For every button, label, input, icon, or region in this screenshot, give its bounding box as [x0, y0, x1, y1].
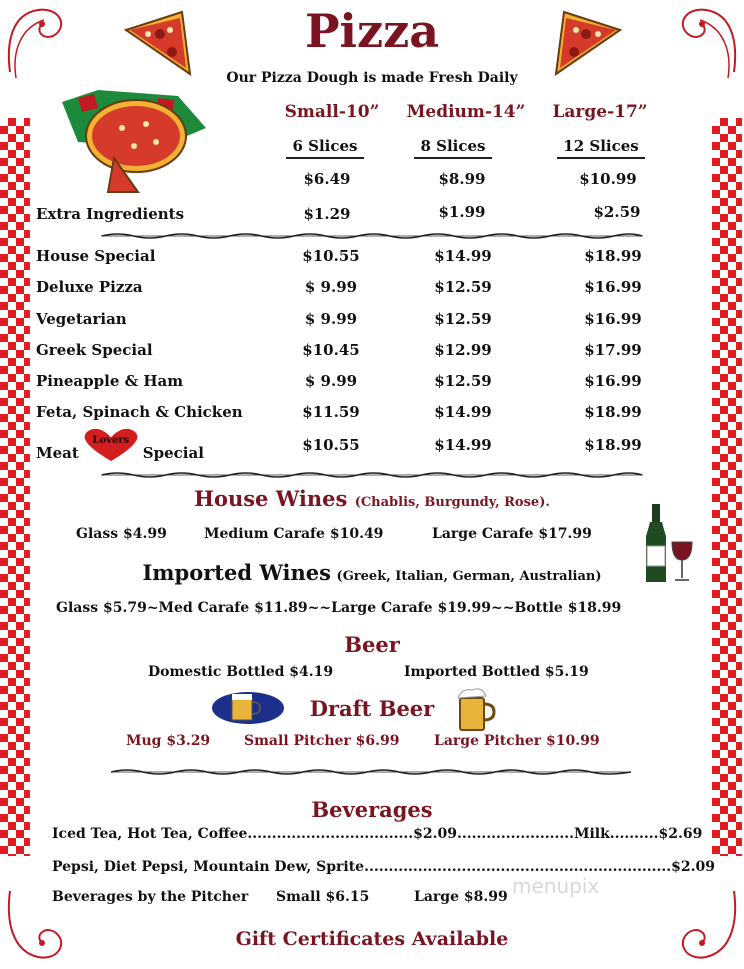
- specialty-name: Deluxe Pizza: [36, 278, 143, 296]
- heart-badge: [81, 436, 141, 470]
- house-wines-heading: [0, 486, 744, 511]
- extra-price-small: $1.29: [303, 205, 351, 223]
- draft-beer-heading: Draft Beer: [309, 696, 435, 721]
- specialty-price-medium: $14.99: [434, 403, 492, 421]
- draft-small-pitcher: Small Pitcher $6.99: [244, 733, 400, 749]
- meat-lovers-name-post: Special: [142, 444, 204, 462]
- beverages-line-tea-coffee: Iced Tea, Hot Tea, Coffee..................................$2.09........................Milk..........$2.69: [52, 826, 703, 842]
- extra-ingredients-label: Extra Ingredients: [36, 205, 185, 223]
- imported-wines-heading: [0, 560, 744, 585]
- specialty-price-small: $ 9.99: [304, 372, 358, 390]
- size-header-large: Large-17”: [552, 102, 648, 122]
- house-wines-title: House Wines: [194, 486, 348, 511]
- specialty-price-small: $10.55: [302, 247, 360, 265]
- specialty-price-medium: $12.59: [434, 278, 492, 296]
- beer-mug-icon: [456, 686, 496, 732]
- specialty-price-medium: $14.99: [434, 247, 492, 265]
- beer-domestic-bottled: Domestic Bottled $4.19: [148, 664, 334, 680]
- price-plain-small: $6.49: [303, 170, 351, 188]
- meat-lovers-heart-text: Lovers: [92, 435, 130, 446]
- beverages-pitcher-small: Small $6.15: [276, 889, 370, 905]
- ornamental-divider: [34, 471, 710, 479]
- specialty-price-large: $16.99: [584, 310, 642, 328]
- gift-certificates-footer: Gift Certificates Available: [235, 928, 509, 950]
- specialty-price-large: $16.99: [584, 372, 642, 390]
- size-header-small: Small-10”: [284, 102, 380, 122]
- specialty-price-small: $11.59: [302, 403, 360, 421]
- ornamental-divider: [34, 232, 710, 240]
- specialty-price-large: $18.99: [584, 247, 642, 265]
- beer-heading: Beer: [344, 632, 400, 657]
- specialty-price-medium: $12.99: [434, 341, 492, 359]
- slices-medium: [383, 137, 523, 155]
- imported-wines-note: (Greek, Italian, German, Australian): [336, 569, 602, 584]
- extra-price-large: $2.59: [593, 203, 641, 221]
- bottom-right-flourish-icon: [662, 885, 742, 967]
- specialty-price-large: $18.99: [584, 403, 642, 421]
- size-header-medium: Medium-14”: [406, 102, 526, 122]
- specialty-name: House Special: [36, 247, 156, 265]
- whole-pizza-icon: [58, 88, 210, 196]
- house-wine-medium-carafe: Medium Carafe $10.49: [204, 526, 384, 542]
- imported-wines-prices: Glass $5.79~Med Carafe $11.89~~Large Carafe $19.99~~Bottle $18.99: [56, 600, 622, 616]
- specialty-price-large: $16.99: [584, 278, 642, 296]
- ornamental-divider: [46, 768, 696, 776]
- specialty-name: Vegetarian: [36, 310, 127, 328]
- beer-imported-bottled: Imported Bottled $5.19: [404, 664, 589, 680]
- specialty-price-small: $10.45: [302, 341, 360, 359]
- draft-mug: Mug $3.29: [126, 733, 211, 749]
- slices-large-label: 12 Slices: [557, 137, 644, 159]
- draft-large-pitcher: Large Pitcher $10.99: [434, 733, 600, 749]
- extra-price-medium: $1.99: [438, 203, 486, 221]
- slices-small: [255, 137, 395, 155]
- house-wine-large-carafe: Large Carafe $17.99: [432, 526, 592, 542]
- beverages-pitcher-label: Beverages by the Pitcher: [52, 889, 249, 905]
- meat-lovers-name-pre: Meat: [36, 444, 79, 462]
- imported-wines-title: Imported Wines: [142, 560, 331, 585]
- beverages-line-soda: Pepsi, Diet Pepsi, Mountain Dew, Sprite...............................................................$2.09: [52, 859, 715, 875]
- page-title: Pizza: [304, 4, 440, 58]
- beverages-pitcher-large: Large $8.99: [414, 889, 508, 905]
- specialty-name: Greek Special: [36, 341, 153, 359]
- specialty-price-large: $17.99: [584, 341, 642, 359]
- specialty-price-large: $18.99: [584, 436, 642, 454]
- beverages-heading: Beverages: [311, 797, 433, 822]
- slices-small-label: 6 Slices: [286, 137, 363, 159]
- price-plain-large: $10.99: [579, 170, 637, 188]
- slices-large: [531, 137, 671, 155]
- price-plain-medium: $8.99: [438, 170, 486, 188]
- watermark-text: menupix: [512, 874, 600, 898]
- house-wine-glass: Glass $4.99: [76, 526, 167, 542]
- specialty-price-medium: $12.59: [434, 310, 492, 328]
- specialty-price-small: $ 9.99: [304, 278, 358, 296]
- specialty-name: Feta, Spinach & Chicken: [36, 403, 243, 421]
- specialty-price-small: $ 9.99: [304, 310, 358, 328]
- page-subtitle: Our Pizza Dough is made Fresh Daily: [226, 70, 518, 86]
- specialty-name-meat-lovers: [36, 436, 204, 470]
- house-wines-note: (Chablis, Burgundy, Rose).: [354, 495, 550, 510]
- specialty-price-medium: $14.99: [434, 436, 492, 454]
- specialty-price-medium: $12.59: [434, 372, 492, 390]
- specialty-price-small: $10.55: [302, 436, 360, 454]
- specialty-name: Pineapple & Ham: [36, 372, 184, 390]
- slices-medium-label: 8 Slices: [414, 137, 491, 159]
